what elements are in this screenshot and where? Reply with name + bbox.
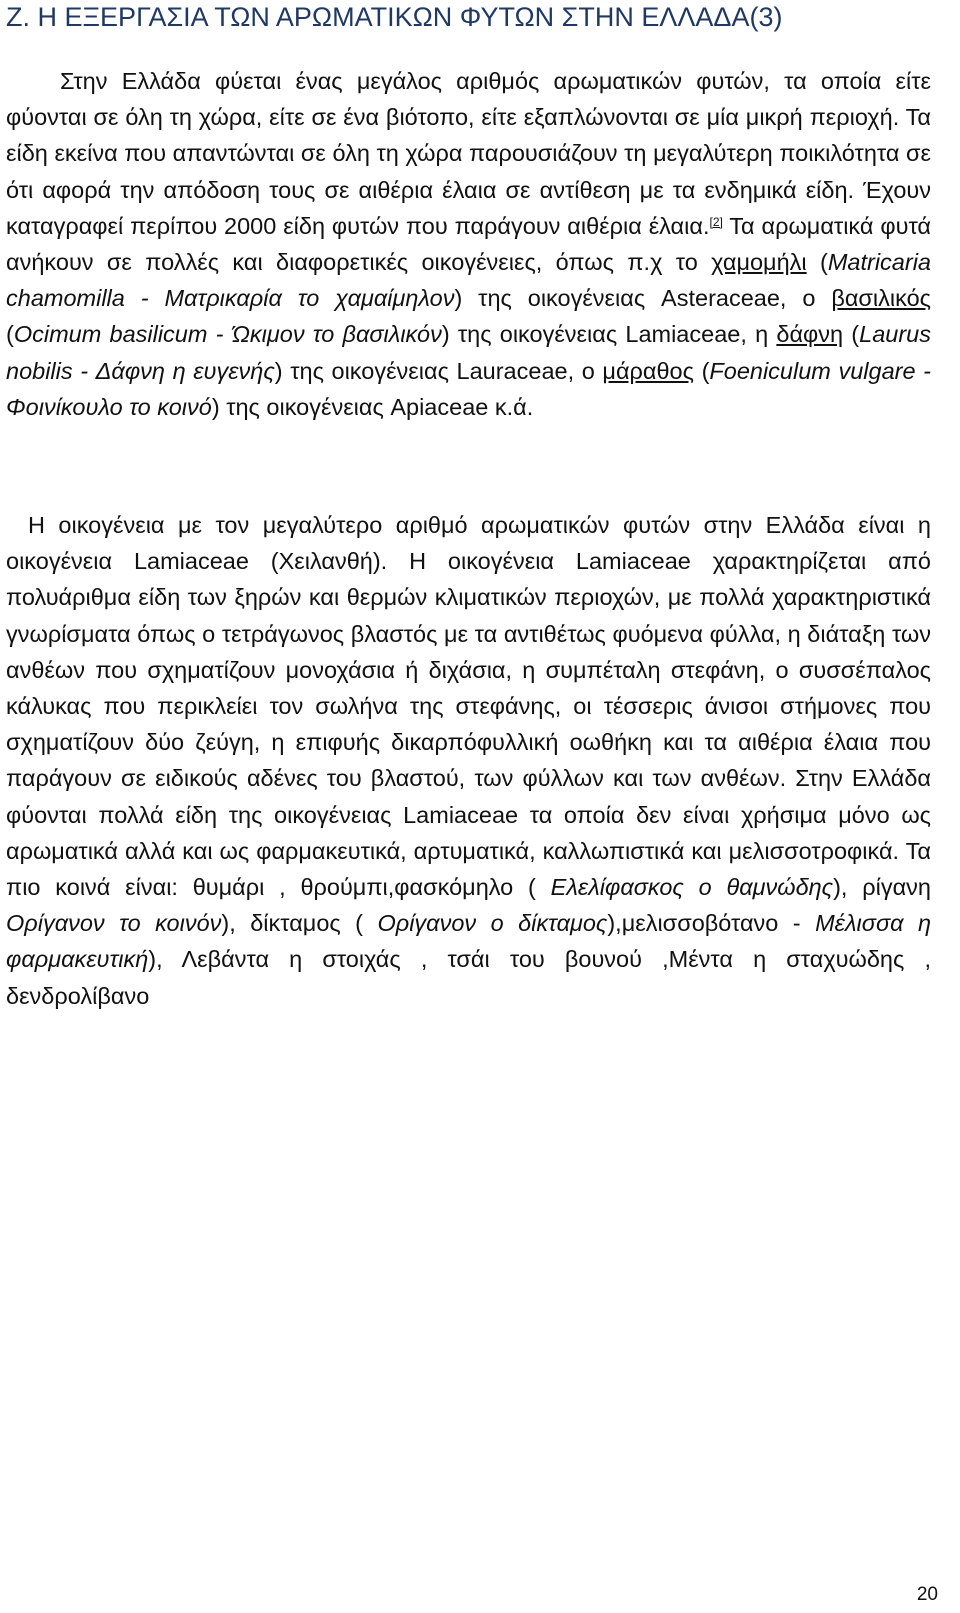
scientific-name: Ορίγανον ο δίκταμος bbox=[377, 910, 608, 937]
text-run: Η οικογένεια με τον μεγαλύτερο αριθμό αρωματικών φυτών στην Ελλάδα είναι η οικογένεια Lamiaceae (Χειλανθή). Η οικογένεια Lamiaceae χαρακτηρίζεται από πολυάριθμα είδη των ξηρών και θερμών κλιματικών περιοχών, με πολλά χαρακτηριστικά γνωρίσματα όπως ο τετράγωνος βλαστός με τα αντιθέτως φυόμενα φύλλα, η διάταξη των ανθέων που σχηματίζουν μονοχάσια ή διχάσια, η συμπέταλη στεφάνη, ο συσσέπαλος κάλυκας που περικλείει τον σωλήνα της στεφάνης, οι τέσσερις άνισοι στήμονες που σχηματίζουν δύο ζεύγη, η επιφυής δικαρπόφυλλική οωθήκη και τα αιθέρια έλαια που παράγουν σε ειδικούς αδένες του βλαστού, των φύλλων και των ανθέων. Στην Ελλάδα φύονται πολλά είδη της οικογένειας Lamiaceae τα οποία δεν είναι χρήσιμα μόνο ως αρωματικά αλλά και ως φαρμακευτικά, αρτυματικά, καλλωπιστικά και μελισσοτροφικά. Τα πιο κοινά είναι: θυμάρι , θρούμπι,φασκόμηλο ( bbox=[6, 512, 931, 901]
paragraph-1 bbox=[6, 63, 931, 425]
section-heading: Ζ. Η ΕΞΕΡΓΑΣΙΑ ΤΩΝ ΑΡΩΜΑΤΙΚΩΝ ΦΥΤΩΝ ΣΤΗΝ ΕΛΛΑΔΑ(3) bbox=[6, 2, 783, 32]
text-run: ), ρίγανη bbox=[833, 874, 931, 901]
text-run: Τα αρωματικά φυτά ανήκουν σε πολλές και διαφορετικές οικογένειες, όπως π.χ το bbox=[6, 212, 931, 276]
scientific-name: Ορίγανον το κοινόν bbox=[6, 910, 222, 937]
page-number: 20 bbox=[916, 1584, 938, 1605]
text-run: Στην Ελλάδα φύεται ένας μεγάλος αριθμός αρωματικών φυτών, τα οποία είτε φύονται σε όλη τη χώρα, είτε σε ένα βιότοπο, είτε εξαπλώνονται σε μία μικρή περιοχή. Τα είδη εκείνα που απαντώνται σε όλη τη χώρα παρουσιάζουν τη μεγαλύτερη ποικιλότητα σε ότι αφορά την απόδοση τους σε αιθέρια έλαια σε αντίθεση με τα ενδημικά είδη. Έχουν καταγραφεί περίπου 2000 είδη φυτών που παράγουν αιθέρια έλαια. bbox=[6, 68, 931, 239]
text-run: ( bbox=[693, 357, 710, 384]
scientific-name: Laurus nobilis - Δάφνη η ευγενής bbox=[6, 321, 931, 384]
chamomile-link[interactable]: χαμομήλι bbox=[711, 249, 807, 276]
laurel-link[interactable]: δάφνη bbox=[776, 321, 844, 348]
paragraph-2 bbox=[6, 507, 931, 1014]
scientific-name: Ελελίφασκος ο θαμνώδης bbox=[550, 874, 834, 901]
text-run: ) της οικογένειας Lauraceae, ο bbox=[274, 357, 603, 384]
text-run: ) της οικογένειας Asteraceae, ο bbox=[454, 285, 832, 312]
fennel-link[interactable]: μάραθος bbox=[602, 357, 694, 384]
text-run: ) της οικογένειας Lamiaceae, η bbox=[441, 321, 777, 348]
footnote-ref-link[interactable]: [2] bbox=[709, 214, 723, 229]
text-run: ( bbox=[843, 321, 860, 348]
text-run: ), δίκταμος ( bbox=[221, 910, 378, 937]
scientific-name: Matricaria chamomilla - Ματρικαρία το χαμαίμηλον bbox=[6, 249, 931, 312]
text-run: ) της οικογένειας Apiaceae κ.ά. bbox=[211, 393, 534, 420]
scientific-name: Μέλισσα η φαρμακευτική bbox=[6, 910, 931, 973]
text-run: ( bbox=[806, 249, 828, 276]
scientific-name: Foeniculum vulgare - Φοινίκουλο το κοινό bbox=[6, 357, 931, 420]
text-run: ), Λεβάντα η στοιχάς , τσάι του βουνού ,Μέντα η σταχυώδης , δενδρολίβανο bbox=[6, 946, 931, 1009]
basil-link[interactable]: βασιλικός bbox=[831, 285, 931, 312]
text-run: ( bbox=[6, 321, 14, 348]
scientific-name: Ocimum basilicum - Ώκιμον το βασιλικόν bbox=[13, 321, 442, 348]
text-run: ),μελισσοβότανο - bbox=[607, 910, 816, 937]
